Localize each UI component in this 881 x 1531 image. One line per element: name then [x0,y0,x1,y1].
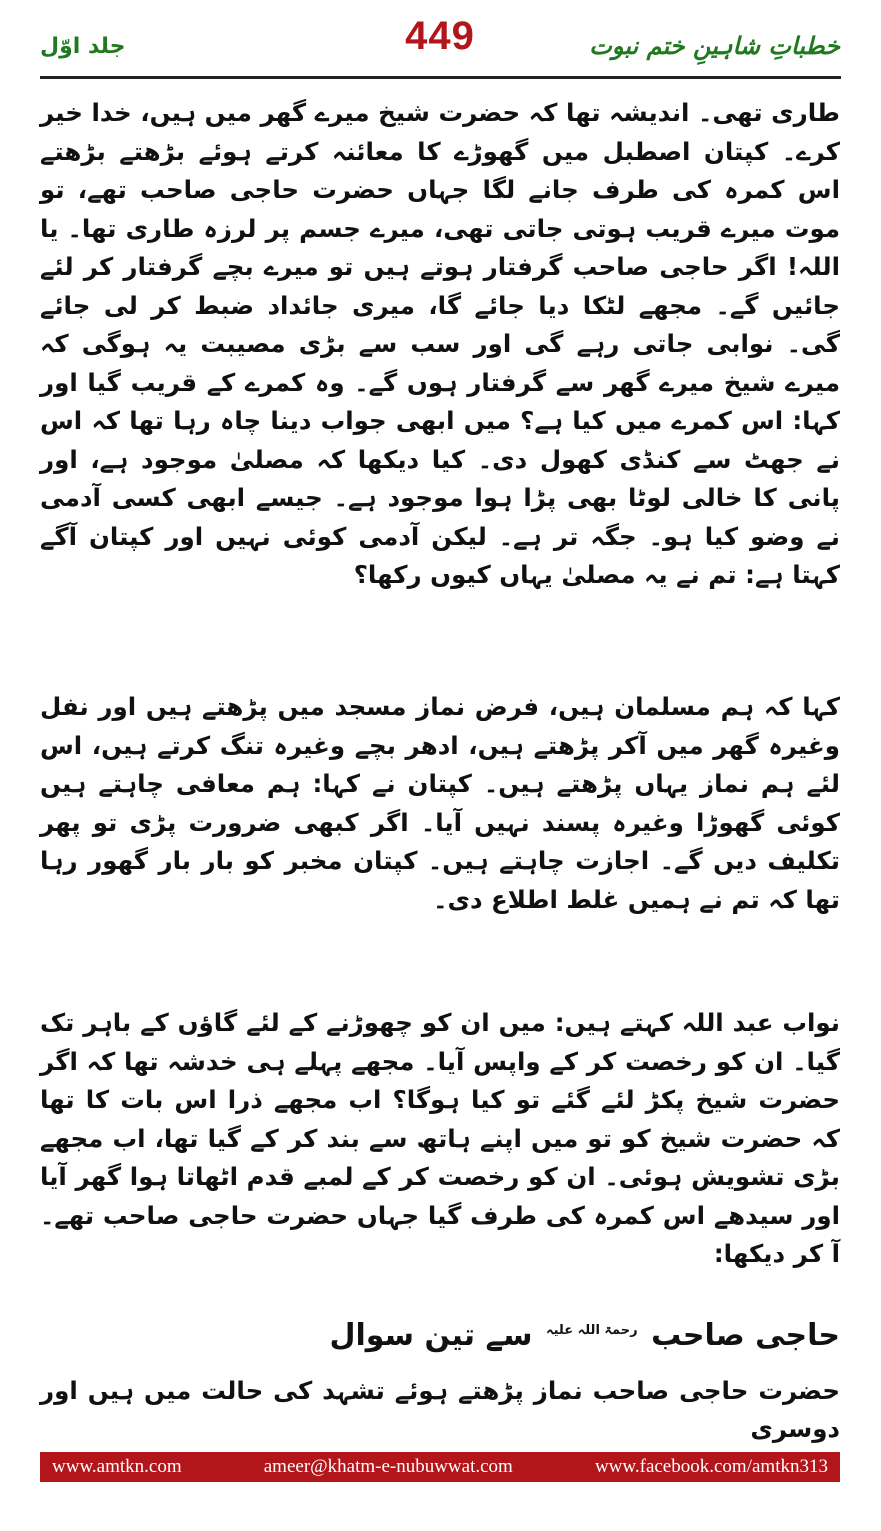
heading-text: حاجی صاحب [651,1318,840,1353]
volume-label: جلد اوّل [40,34,126,59]
page-footer [40,1452,840,1482]
page-body [40,94,840,1268]
header-divider [40,76,841,79]
paragraph: طاری تھی۔ اندیشہ تھا کہ حضرت شیخ میرے گھر میں ہیں، خدا خیر کرے۔ کپتان اصطبل میں گھوڑے کا معائنہ کرتے ہوئے بڑھتے بڑھتے اس کمرہ کی طرف جانے لگا جہاں حضرت حاجی صاحب تھے، تو موت میرے قریب ہوتی جاتی تھی، میرے جسم پر لرزہ طاری تھا۔ یا اللہ! اگر حاجی صاحب گرفتار ہوتے ہیں تو میرے بچے گرفتار کر لئے جائیں گے۔ مجھے لٹکا دیا جائے گا، میری جائداد ضبط کر لی جائے گی۔ نوابی جاتی رہے گی اور سب سے بڑی مصیبت یہ ہوگی کہ میرے شیخ میرے گھر سے گرفتار ہوں گے۔ وہ کمرے کے قریب گیا اور کہا: اس کمرے میں کیا ہے؟ میں ابھی جواب دینا چاہ رہا تھا کہ اس نے جھٹ سے کنڈی کھول دی۔ کیا دیکھا کہ مصلیٰ موجود ہے، اور پانی کا خالی لوٹا بھی پڑا ہوا موجود ہے۔ جیسے ابھی کسی آدمی نے وضو کیا ہو۔ جگہ تر ہے۔ لیکن آدمی کوئی نہیں اور کپتان آگے کہتا ہے: تم نے یہ مصلیٰ یہاں کیوں رکھا؟ [40,98,840,589]
book-title: خطباتِ شاہینِ ختم نبوت [589,32,840,60]
email-link[interactable]: ameer@khatm-e-nubuwwat.com [263,1456,513,1477]
website-link[interactable]: www.amtkn.com [52,1456,182,1477]
section-heading [40,1318,840,1353]
page-number: 449 [405,14,475,58]
honorific: رحمۃ اللہ علیہ [546,1323,638,1338]
paragraph: کہا کہ ہم مسلمان ہیں، فرض نماز مسجد میں پڑھتے ہیں اور نفل وغیرہ گھر میں آکر پڑھتے ہیں، ادھر بچے وغیرہ تنگ کرتے ہیں، اس لئے ہم نماز یہاں پڑھتے ہیں۔ کپتان نے کہا: ہم معافی چاہتے ہیں کوئی گھوڑا وغیرہ پسند نہیں آیا۔ اگر کبھی ضرورت پڑی تو پھر تکلیف دیں گے۔ اجازت چاہتے ہیں۔ کپتان مخبر کو بار بار گھور رہا تھا کہ تم نے ہمیں غلط اطلاع دی۔ [40,692,840,914]
facebook-link[interactable]: www.facebook.com/amtkn313 [594,1456,828,1477]
paragraph: نواب عبد اللہ کہتے ہیں: میں ان کو چھوڑنے کے لئے گاؤں کے باہر تک گیا۔ ان کو رخصت کر کے واپس آیا۔ مجھے پہلے ہی خدشہ تھا کہ اگر حضرت شیخ پکڑ لئے گئے تو کیا ہوگا؟ اب مجھے ذرا اس بات کا تھا کہ حضرت شیخ کو تو میں اپنے ہاتھ سے بند کر کے گیا تھا، اب مجھے بڑی تشویش ہوئی۔ ان کو رخصت کر کے لمبے قدم اٹھاتا ہوا گھر آیا اور سیدھے اس کمرہ کی طرف گیا جہاں حضرت حاجی صاحب تھے۔ آ کر دیکھا: [40,1008,840,1268]
heading-text: سے تین سوال [329,1318,533,1353]
paragraph: حضرت حاجی صاحب نماز پڑھتے ہوئے تشہد کی حالت میں ہیں اور دوسری [40,1376,840,1443]
page-header [40,14,840,76]
